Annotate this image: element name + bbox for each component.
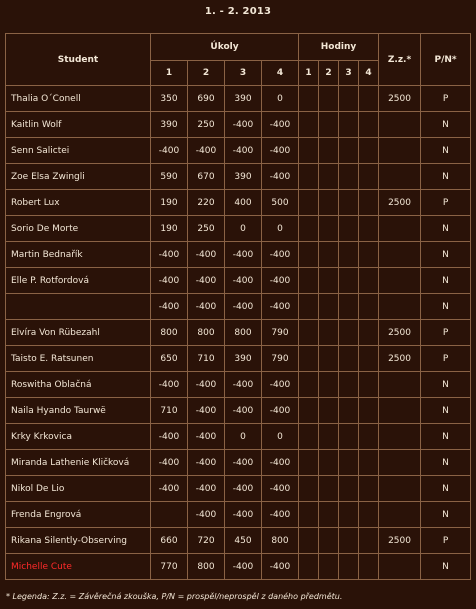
zz-cell: [379, 398, 421, 424]
student-name: Robert Lux: [6, 190, 151, 216]
hodiny-cell: [339, 294, 359, 320]
hodiny-cell: [299, 242, 319, 268]
hodiny-cell: [319, 528, 339, 554]
table-row: [6, 476, 471, 502]
student-name: Sorio De Morte: [6, 216, 151, 242]
hodiny-cell: [359, 138, 379, 164]
hodiny-cell: [339, 528, 359, 554]
hodiny-cell: [319, 242, 339, 268]
hodiny-cell: [339, 346, 359, 372]
hodiny-cell: [319, 398, 339, 424]
ukoly-cell: 660: [151, 528, 188, 554]
ukoly-col-1: 1: [151, 61, 188, 86]
table-row: [6, 398, 471, 424]
table-row: [6, 268, 471, 294]
zz-cell: 2500: [379, 346, 421, 372]
hodiny-cell: [299, 86, 319, 112]
ukoly-cell: 800: [188, 320, 225, 346]
ukoly-col-3: 3: [225, 61, 262, 86]
hodiny-cell: [299, 112, 319, 138]
ukoly-cell: 770: [151, 554, 188, 580]
ukoly-cell: -400: [188, 268, 225, 294]
ukoly-cell: -400: [151, 242, 188, 268]
hodiny-cell: [299, 372, 319, 398]
hodiny-cell: [319, 190, 339, 216]
ukoly-cell: -400: [151, 372, 188, 398]
student-name: Zoe Elsa Zwingli: [6, 164, 151, 190]
ukoly-cell: -400: [225, 476, 262, 502]
hodiny-cell: [359, 450, 379, 476]
ukoly-cell: -400: [151, 138, 188, 164]
hodiny-cell: [319, 216, 339, 242]
hodiny-cell: [359, 502, 379, 528]
ukoly-cell: 390: [225, 164, 262, 190]
hodiny-cell: [299, 138, 319, 164]
hodiny-cell: [299, 268, 319, 294]
ukoly-cell: 0: [262, 424, 299, 450]
hodiny-cell: [359, 112, 379, 138]
ukoly-cell: 590: [151, 164, 188, 190]
hodiny-cell: [339, 554, 359, 580]
ukoly-cell: -400: [151, 476, 188, 502]
ukoly-cell: 400: [225, 190, 262, 216]
zz-cell: 2500: [379, 528, 421, 554]
student-name: Frenda Engrová: [6, 502, 151, 528]
pn-cell: P: [421, 346, 471, 372]
ukoly-cell: 350: [151, 86, 188, 112]
hodiny-cell: [299, 528, 319, 554]
hodiny-col-2: 2: [319, 61, 339, 86]
table-row: [6, 216, 471, 242]
ukoly-cell: -400: [188, 476, 225, 502]
ukoly-cell: 800: [151, 320, 188, 346]
zz-cell: [379, 242, 421, 268]
hodiny-cell: [339, 138, 359, 164]
hodiny-cell: [339, 502, 359, 528]
hodiny-cell: [299, 476, 319, 502]
ukoly-cell: 390: [225, 86, 262, 112]
ukoly-cell: -400: [262, 242, 299, 268]
student-name: Kaitlin Wolf: [6, 112, 151, 138]
student-name: Elle P. Rotfordová: [6, 268, 151, 294]
hodiny-cell: [319, 554, 339, 580]
pn-cell: N: [421, 424, 471, 450]
zz-cell: 2500: [379, 86, 421, 112]
hodiny-cell: [319, 112, 339, 138]
hodiny-cell: [299, 216, 319, 242]
hodiny-cell: [299, 294, 319, 320]
ukoly-col-2: 2: [188, 61, 225, 86]
ukoly-cell: -400: [151, 268, 188, 294]
hodiny-cell: [299, 554, 319, 580]
pn-cell: N: [421, 554, 471, 580]
ukoly-cell: -400: [188, 138, 225, 164]
pn-cell: N: [421, 242, 471, 268]
ukoly-cell: 790: [262, 346, 299, 372]
ukoly-cell: 250: [188, 216, 225, 242]
zz-cell: [379, 268, 421, 294]
ukoly-cell: -400: [151, 450, 188, 476]
hodiny-cell: [339, 216, 359, 242]
zz-cell: 2500: [379, 190, 421, 216]
hodiny-cell: [359, 86, 379, 112]
pn-cell: P: [421, 320, 471, 346]
ukoly-cell: 450: [225, 528, 262, 554]
ukoly-cell: 390: [151, 112, 188, 138]
hodiny-cell: [359, 164, 379, 190]
hodiny-cell: [359, 372, 379, 398]
pn-cell: N: [421, 476, 471, 502]
ukoly-cell: 790: [262, 320, 299, 346]
ukoly-cell: 500: [262, 190, 299, 216]
ukoly-col-4: 4: [262, 61, 299, 86]
ukoly-cell: -400: [188, 450, 225, 476]
student-name: Michelle Cute: [6, 554, 151, 580]
hodiny-cell: [339, 242, 359, 268]
hodiny-cell: [299, 424, 319, 450]
zz-cell: [379, 112, 421, 138]
zz-cell: [379, 554, 421, 580]
student-name: Krky Krkovica: [6, 424, 151, 450]
pn-header: P/N*: [421, 34, 471, 86]
ukoly-cell: 670: [188, 164, 225, 190]
table-row: [6, 554, 471, 580]
table-row: [6, 346, 471, 372]
header-row: [6, 34, 471, 61]
ukoly-cell: -400: [151, 294, 188, 320]
hodiny-cell: [299, 346, 319, 372]
ukoly-cell: -400: [188, 242, 225, 268]
zz-cell: [379, 216, 421, 242]
pn-cell: N: [421, 112, 471, 138]
ukoly-cell: [151, 502, 188, 528]
hodiny-cell: [319, 320, 339, 346]
zz-cell: 2500: [379, 320, 421, 346]
ukoly-cell: -400: [225, 450, 262, 476]
ukoly-cell: 690: [188, 86, 225, 112]
zz-cell: [379, 502, 421, 528]
page-title: 1. - 2. 2013: [204, 6, 272, 17]
pn-cell: P: [421, 528, 471, 554]
zz-cell: [379, 450, 421, 476]
ukoly-cell: -400: [188, 294, 225, 320]
student-name: Naila Hyando Taurwë: [6, 398, 151, 424]
hodiny-cell: [339, 450, 359, 476]
hodiny-cell: [359, 242, 379, 268]
ukoly-cell: -400: [225, 112, 262, 138]
ukoly-cell: 190: [151, 216, 188, 242]
ukoly-cell: -400: [225, 242, 262, 268]
table-row: [6, 138, 471, 164]
ukoly-cell: -400: [188, 398, 225, 424]
zz-cell: [379, 476, 421, 502]
zz-cell: [379, 138, 421, 164]
ukoly-cell: 800: [262, 528, 299, 554]
hodiny-cell: [319, 502, 339, 528]
ukoly-cell: -400: [225, 294, 262, 320]
hodiny-cell: [359, 476, 379, 502]
ukoly-header: Úkoly: [151, 34, 299, 61]
table-row: [6, 164, 471, 190]
zz-cell: [379, 164, 421, 190]
grades-table: [5, 33, 471, 580]
ukoly-cell: -400: [188, 372, 225, 398]
ukoly-cell: -400: [262, 164, 299, 190]
ukoly-cell: -400: [262, 476, 299, 502]
table-row: [6, 86, 471, 112]
hodiny-cell: [359, 424, 379, 450]
table-row: [6, 112, 471, 138]
pn-cell: N: [421, 294, 471, 320]
ukoly-cell: -400: [262, 554, 299, 580]
hodiny-cell: [299, 502, 319, 528]
ukoly-cell: -400: [225, 138, 262, 164]
ukoly-cell: -400: [262, 112, 299, 138]
hodiny-cell: [319, 164, 339, 190]
ukoly-cell: 190: [151, 190, 188, 216]
hodiny-cell: [319, 86, 339, 112]
hodiny-cell: [339, 398, 359, 424]
hodiny-cell: [319, 450, 339, 476]
ukoly-cell: 0: [225, 424, 262, 450]
hodiny-cell: [359, 398, 379, 424]
ukoly-cell: -400: [151, 424, 188, 450]
ukoly-cell: 220: [188, 190, 225, 216]
student-name: Senn Salictei: [6, 138, 151, 164]
ukoly-cell: 800: [188, 554, 225, 580]
student-header: Student: [6, 34, 151, 86]
ukoly-cell: -400: [262, 372, 299, 398]
zz-cell: [379, 294, 421, 320]
ukoly-cell: -400: [225, 554, 262, 580]
hodiny-cell: [339, 86, 359, 112]
ukoly-cell: 800: [225, 320, 262, 346]
hodiny-cell: [339, 424, 359, 450]
hodiny-cell: [359, 294, 379, 320]
hodiny-cell: [339, 476, 359, 502]
hodiny-col-1: 1: [299, 61, 319, 86]
table-row: [6, 190, 471, 216]
hodiny-cell: [299, 320, 319, 346]
student-name: Rikana Silently-Observing: [6, 528, 151, 554]
hodiny-col-4: 4: [359, 61, 379, 86]
ukoly-cell: 650: [151, 346, 188, 372]
student-name: Nikol De Lio: [6, 476, 151, 502]
table-row: [6, 502, 471, 528]
ukoly-cell: -400: [225, 372, 262, 398]
hodiny-cell: [319, 476, 339, 502]
ukoly-cell: -400: [188, 502, 225, 528]
hodiny-cell: [299, 450, 319, 476]
ukoly-cell: -400: [262, 450, 299, 476]
student-name: Thalia O´Conell: [6, 86, 151, 112]
table-row: [6, 450, 471, 476]
ukoly-cell: -400: [262, 138, 299, 164]
pn-cell: N: [421, 268, 471, 294]
zz-cell: [379, 372, 421, 398]
hodiny-cell: [319, 372, 339, 398]
ukoly-cell: -400: [225, 268, 262, 294]
ukoly-cell: 710: [188, 346, 225, 372]
ukoly-cell: -400: [262, 294, 299, 320]
hodiny-cell: [339, 268, 359, 294]
hodiny-cell: [359, 190, 379, 216]
ukoly-cell: -400: [262, 268, 299, 294]
hodiny-cell: [339, 372, 359, 398]
ukoly-cell: 0: [262, 86, 299, 112]
student-name: Taisto E. Ratsunen: [6, 346, 151, 372]
grades-body: [6, 86, 471, 580]
hodiny-cell: [299, 164, 319, 190]
student-name: Elvíra Von Rübezahl: [6, 320, 151, 346]
pn-cell: N: [421, 502, 471, 528]
pn-cell: N: [421, 372, 471, 398]
hodiny-cell: [359, 528, 379, 554]
hodiny-cell: [299, 398, 319, 424]
pn-cell: N: [421, 450, 471, 476]
student-name: Roswitha Oblačná: [6, 372, 151, 398]
table-row: [6, 242, 471, 268]
zz-header: Z.z.*: [379, 34, 421, 86]
ukoly-cell: -400: [225, 502, 262, 528]
pn-cell: P: [421, 86, 471, 112]
hodiny-cell: [319, 294, 339, 320]
table-row: [6, 528, 471, 554]
hodiny-cell: [319, 268, 339, 294]
hodiny-header: Hodiny: [299, 34, 379, 61]
student-name: Martin Bednařík: [6, 242, 151, 268]
table-row: [6, 320, 471, 346]
pn-cell: P: [421, 190, 471, 216]
table-row: [6, 372, 471, 398]
table-row: [6, 294, 471, 320]
hodiny-cell: [319, 424, 339, 450]
pn-cell: N: [421, 398, 471, 424]
hodiny-cell: [319, 138, 339, 164]
ukoly-cell: 390: [225, 346, 262, 372]
student-name: Miranda Lathenie Kličková: [6, 450, 151, 476]
ukoly-cell: -400: [262, 502, 299, 528]
pn-cell: N: [421, 216, 471, 242]
hodiny-cell: [359, 320, 379, 346]
hodiny-cell: [319, 346, 339, 372]
zz-cell: [379, 424, 421, 450]
hodiny-cell: [339, 112, 359, 138]
ukoly-cell: 250: [188, 112, 225, 138]
pn-cell: N: [421, 138, 471, 164]
ukoly-cell: 0: [262, 216, 299, 242]
legend: * Legenda: Z.z. = Závěrečná zkouška, P/N = prospěl/neprospěl z daného předmětu.: [6, 592, 343, 601]
hodiny-cell: [339, 190, 359, 216]
pn-cell: N: [421, 164, 471, 190]
hodiny-col-3: 3: [339, 61, 359, 86]
ukoly-cell: -400: [262, 398, 299, 424]
ukoly-cell: -400: [188, 424, 225, 450]
hodiny-cell: [339, 320, 359, 346]
ukoly-cell: 720: [188, 528, 225, 554]
hodiny-cell: [299, 190, 319, 216]
hodiny-cell: [359, 268, 379, 294]
hodiny-cell: [359, 216, 379, 242]
table-row: [6, 424, 471, 450]
ukoly-cell: 0: [225, 216, 262, 242]
hodiny-cell: [359, 346, 379, 372]
student-name: [6, 294, 151, 320]
ukoly-cell: 710: [151, 398, 188, 424]
hodiny-cell: [359, 554, 379, 580]
hodiny-cell: [339, 164, 359, 190]
ukoly-cell: -400: [225, 398, 262, 424]
